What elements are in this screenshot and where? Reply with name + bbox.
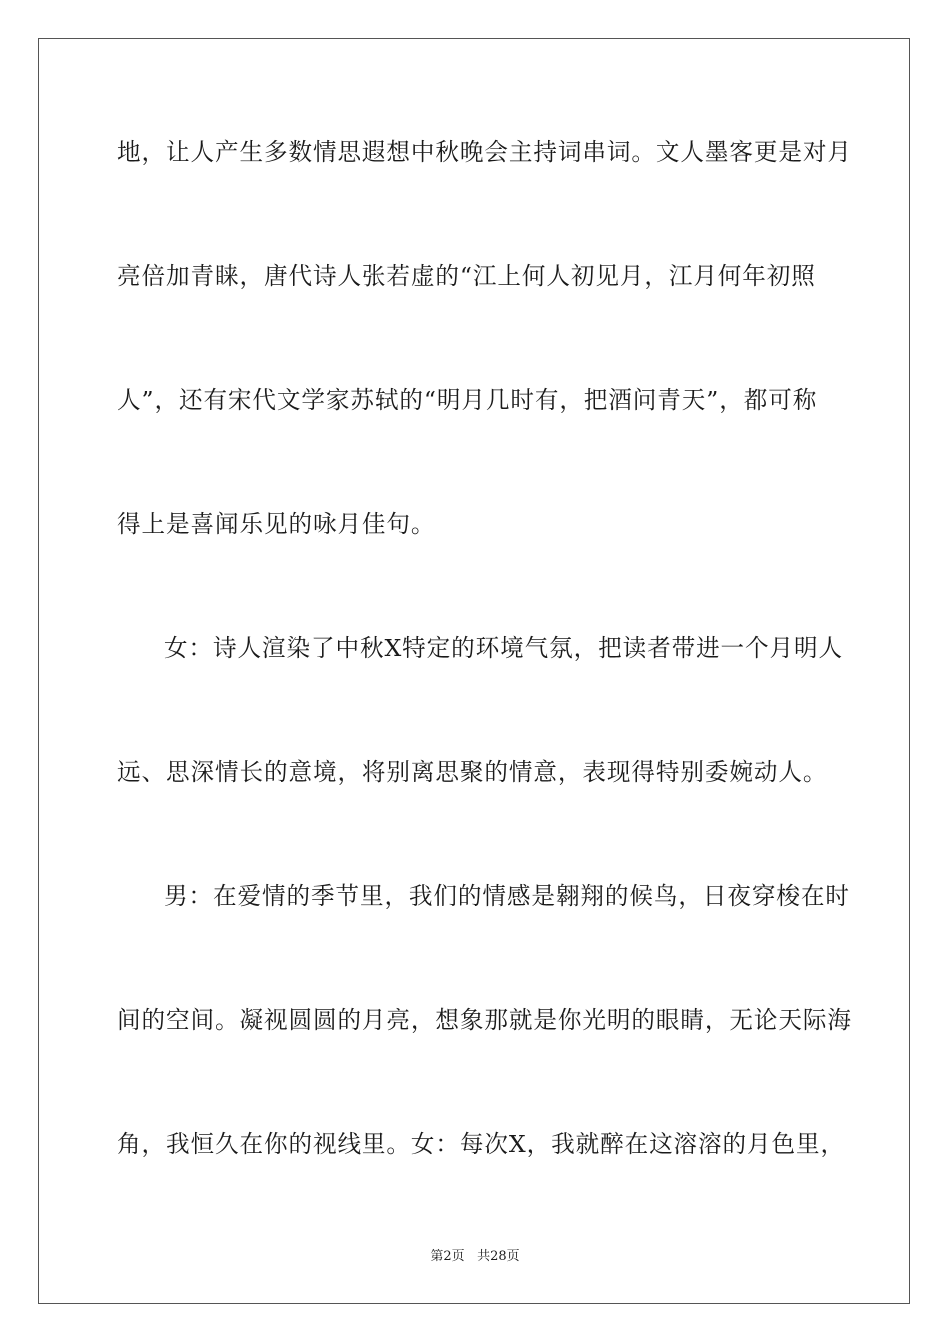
page-footer	[0, 1248, 950, 1266]
text-line-2: 亮倍加青睐，唐代诗人张若虚的“江上何人初见月，江月何年初照	[117, 262, 816, 290]
text-line-3: 人”，还有宋代文学家苏轼的“明月几时有，把酒问青天”，都可称	[117, 386, 818, 414]
text-line-5: 女：诗人渲染了中秋X特定的环境气氛，把读者带进一个月明人	[164, 634, 844, 662]
text-line-9: 角，我恒久在你的视线里。女：每次X，我就醉在这溶溶的月色里，	[117, 1130, 846, 1158]
page-number: 第2页	[430, 1249, 465, 1264]
text-line-4: 得上是喜闻乐见的咏月佳句。	[117, 510, 436, 538]
text-line-8: 间的空间。凝视圆圆的月亮，想象那就是你光明的眼睛，无论天际海	[117, 1006, 852, 1034]
text-line-6: 远、思深情长的意境，将别离思聚的情意，表现得特别委婉动人。	[117, 758, 828, 786]
page-border	[38, 38, 910, 1304]
text-line-7: 男：在爱情的季节里，我们的情感是翱翔的候鸟，日夜穿梭在时	[164, 882, 850, 910]
page-total: 共28页	[477, 1249, 520, 1264]
text-line-1: 地，让人产生多数情思遐想中秋晚会主持词串词。文人墨客更是对月	[117, 138, 852, 166]
